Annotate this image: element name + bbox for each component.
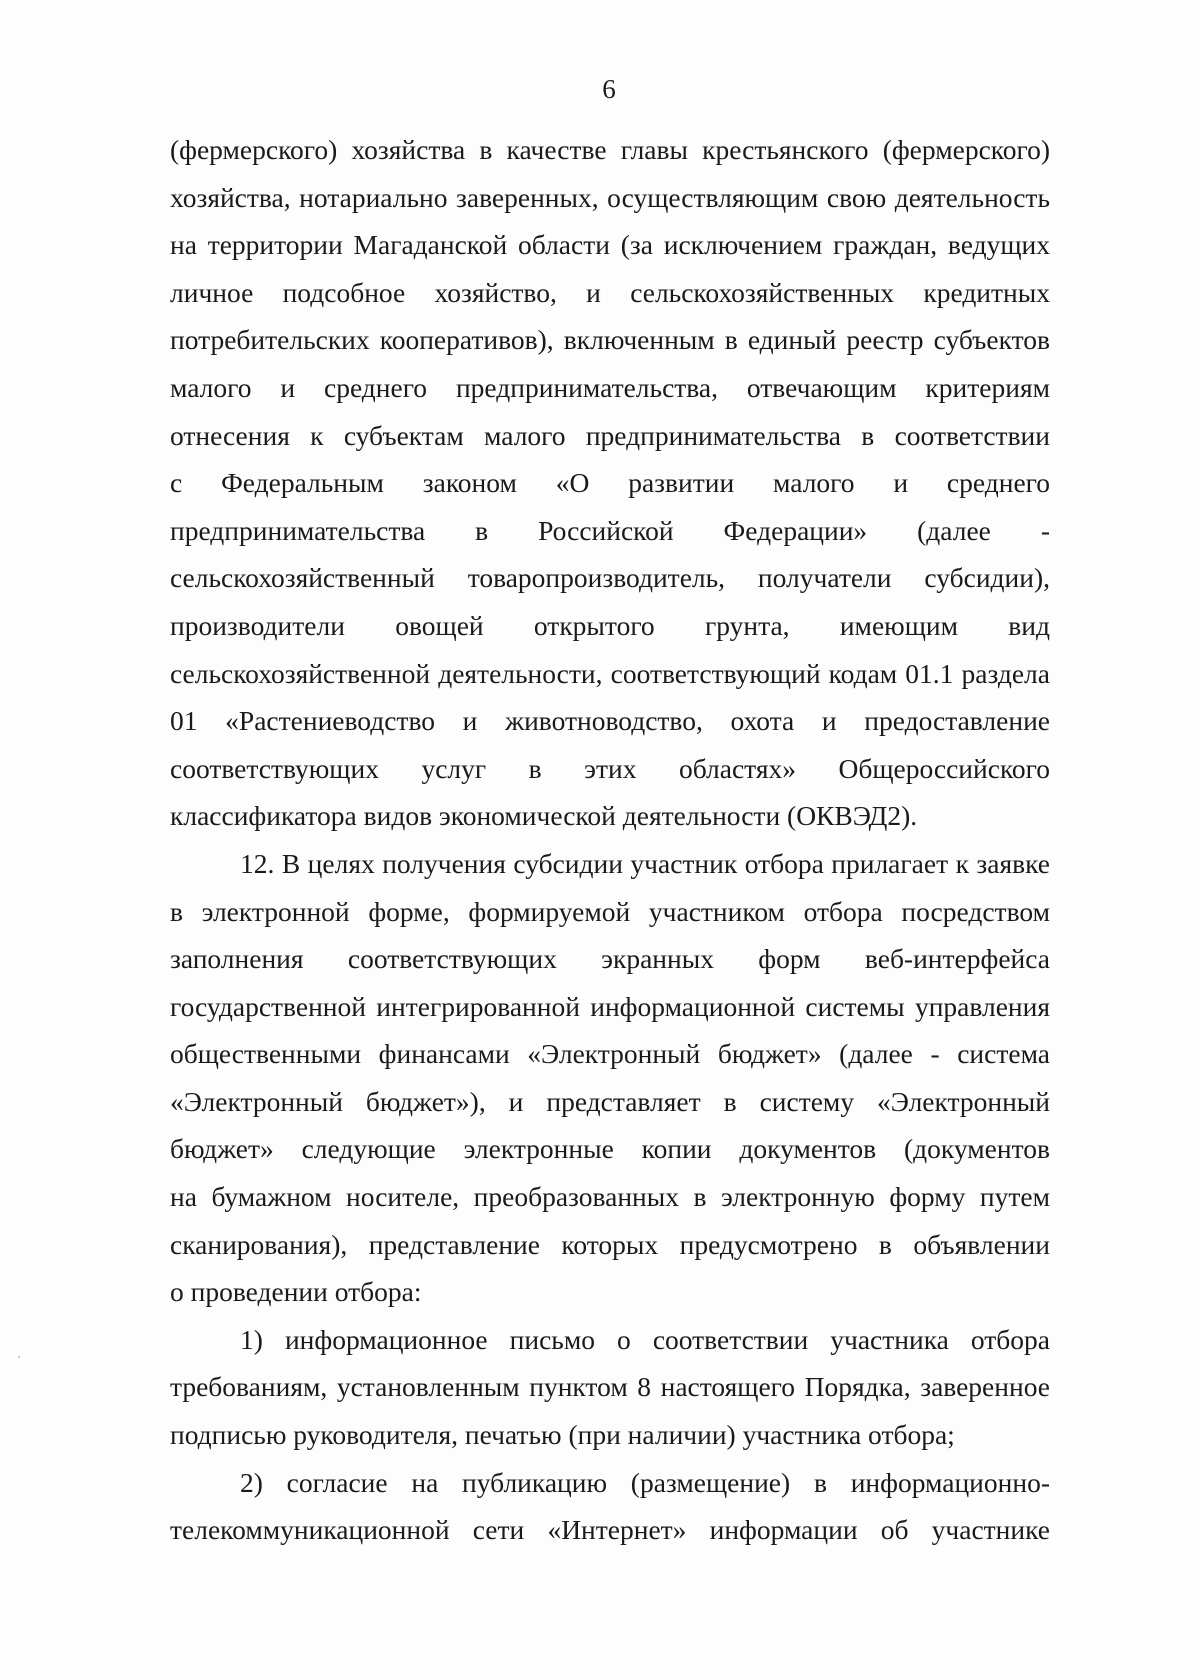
text-line: отнесения к субъектам малого предпринимательства в соответствии	[170, 419, 1050, 451]
text-line: 12. В целях получения субсидии участник отбора прилагает к заявке	[240, 847, 1050, 879]
text-line: телекоммуникационной сети «Интернет» информации об участнике	[170, 1514, 1050, 1546]
text-line: с Федеральным законом «О развитии малого и среднего	[170, 467, 1050, 499]
text-line: 1) информационное письмо о соответствии участника отбора	[240, 1323, 1050, 1355]
text-line: сельскохозяйственной деятельности, соответствующий кодам 01.1 раздела	[170, 657, 1050, 689]
text-line: производители овощей открытого грунта, имеющим вид	[170, 609, 1050, 641]
document-body	[170, 126, 1050, 1554]
text-line: в электронной форме, формируемой участником отбора посредством	[170, 895, 1050, 927]
text-line: сельскохозяйственный товаропроизводитель, получатели субсидии),	[170, 562, 1050, 594]
text-line: (фермерского) хозяйства в качестве главы крестьянского (фермерского)	[170, 134, 1050, 165]
page-number: 6	[602, 74, 616, 104]
paragraph-item-12-2	[170, 1459, 1050, 1554]
text-line: хозяйства, нотариально заверенных, осуществляющим свою деятельность	[170, 181, 1050, 213]
text-line: 2) согласие на публикацию (размещение) в информационно-	[240, 1466, 1050, 1498]
text-line: на территории Магаданской области (за исключением граждан, ведущих	[170, 229, 1050, 261]
text-line: требованиям, установленным пунктом 8 настоящего Порядка, заверенное	[170, 1371, 1050, 1403]
scan-speck	[18, 1356, 20, 1358]
text-line: предпринимательства в Российской Федерации» (далее -	[170, 514, 1050, 546]
text-line: «Электронный бюджет»), и представляет в систему «Электронный	[170, 1085, 1050, 1117]
text-line: малого и среднего предпринимательства, отвечающим критериям	[170, 371, 1050, 403]
text-line: общественными финансами «Электронный бюджет» (далее - система	[170, 1038, 1050, 1070]
text-line: о проведении отбора:	[170, 1276, 422, 1308]
text-line: государственной интегрированной информационной системы управления	[170, 990, 1050, 1022]
paragraph-continuation	[170, 126, 1050, 840]
text-line: сканирования), представление которых предусмотрено в объявлении	[170, 1228, 1050, 1260]
text-line: бюджет» следующие электронные копии документов (документов	[170, 1133, 1050, 1165]
text-line: классификатора видов экономической деятельности (ОКВЭД2).	[170, 800, 918, 832]
text-line: потребительских кооперативов), включенным в единый реестр субъектов	[170, 324, 1050, 356]
text-line: личное подсобное хозяйство, и сельскохозяйственных кредитных	[170, 276, 1050, 308]
paragraph-item-12	[170, 840, 1050, 1316]
text-line: соответствующих услуг в этих областях» Общероссийского	[170, 752, 1050, 784]
text-line: на бумажном носителе, преобразованных в электронную форму путем	[170, 1181, 1050, 1213]
text-line: заполнения соответствующих экранных форм веб-интерфейса	[170, 943, 1050, 975]
text-line: 01 «Растениеводство и животноводство, охота и предоставление	[170, 705, 1050, 737]
text-line: подписью руководителя, печатью (при наличии) участника отбора;	[170, 1419, 955, 1451]
paragraph-item-12-1	[170, 1316, 1050, 1459]
